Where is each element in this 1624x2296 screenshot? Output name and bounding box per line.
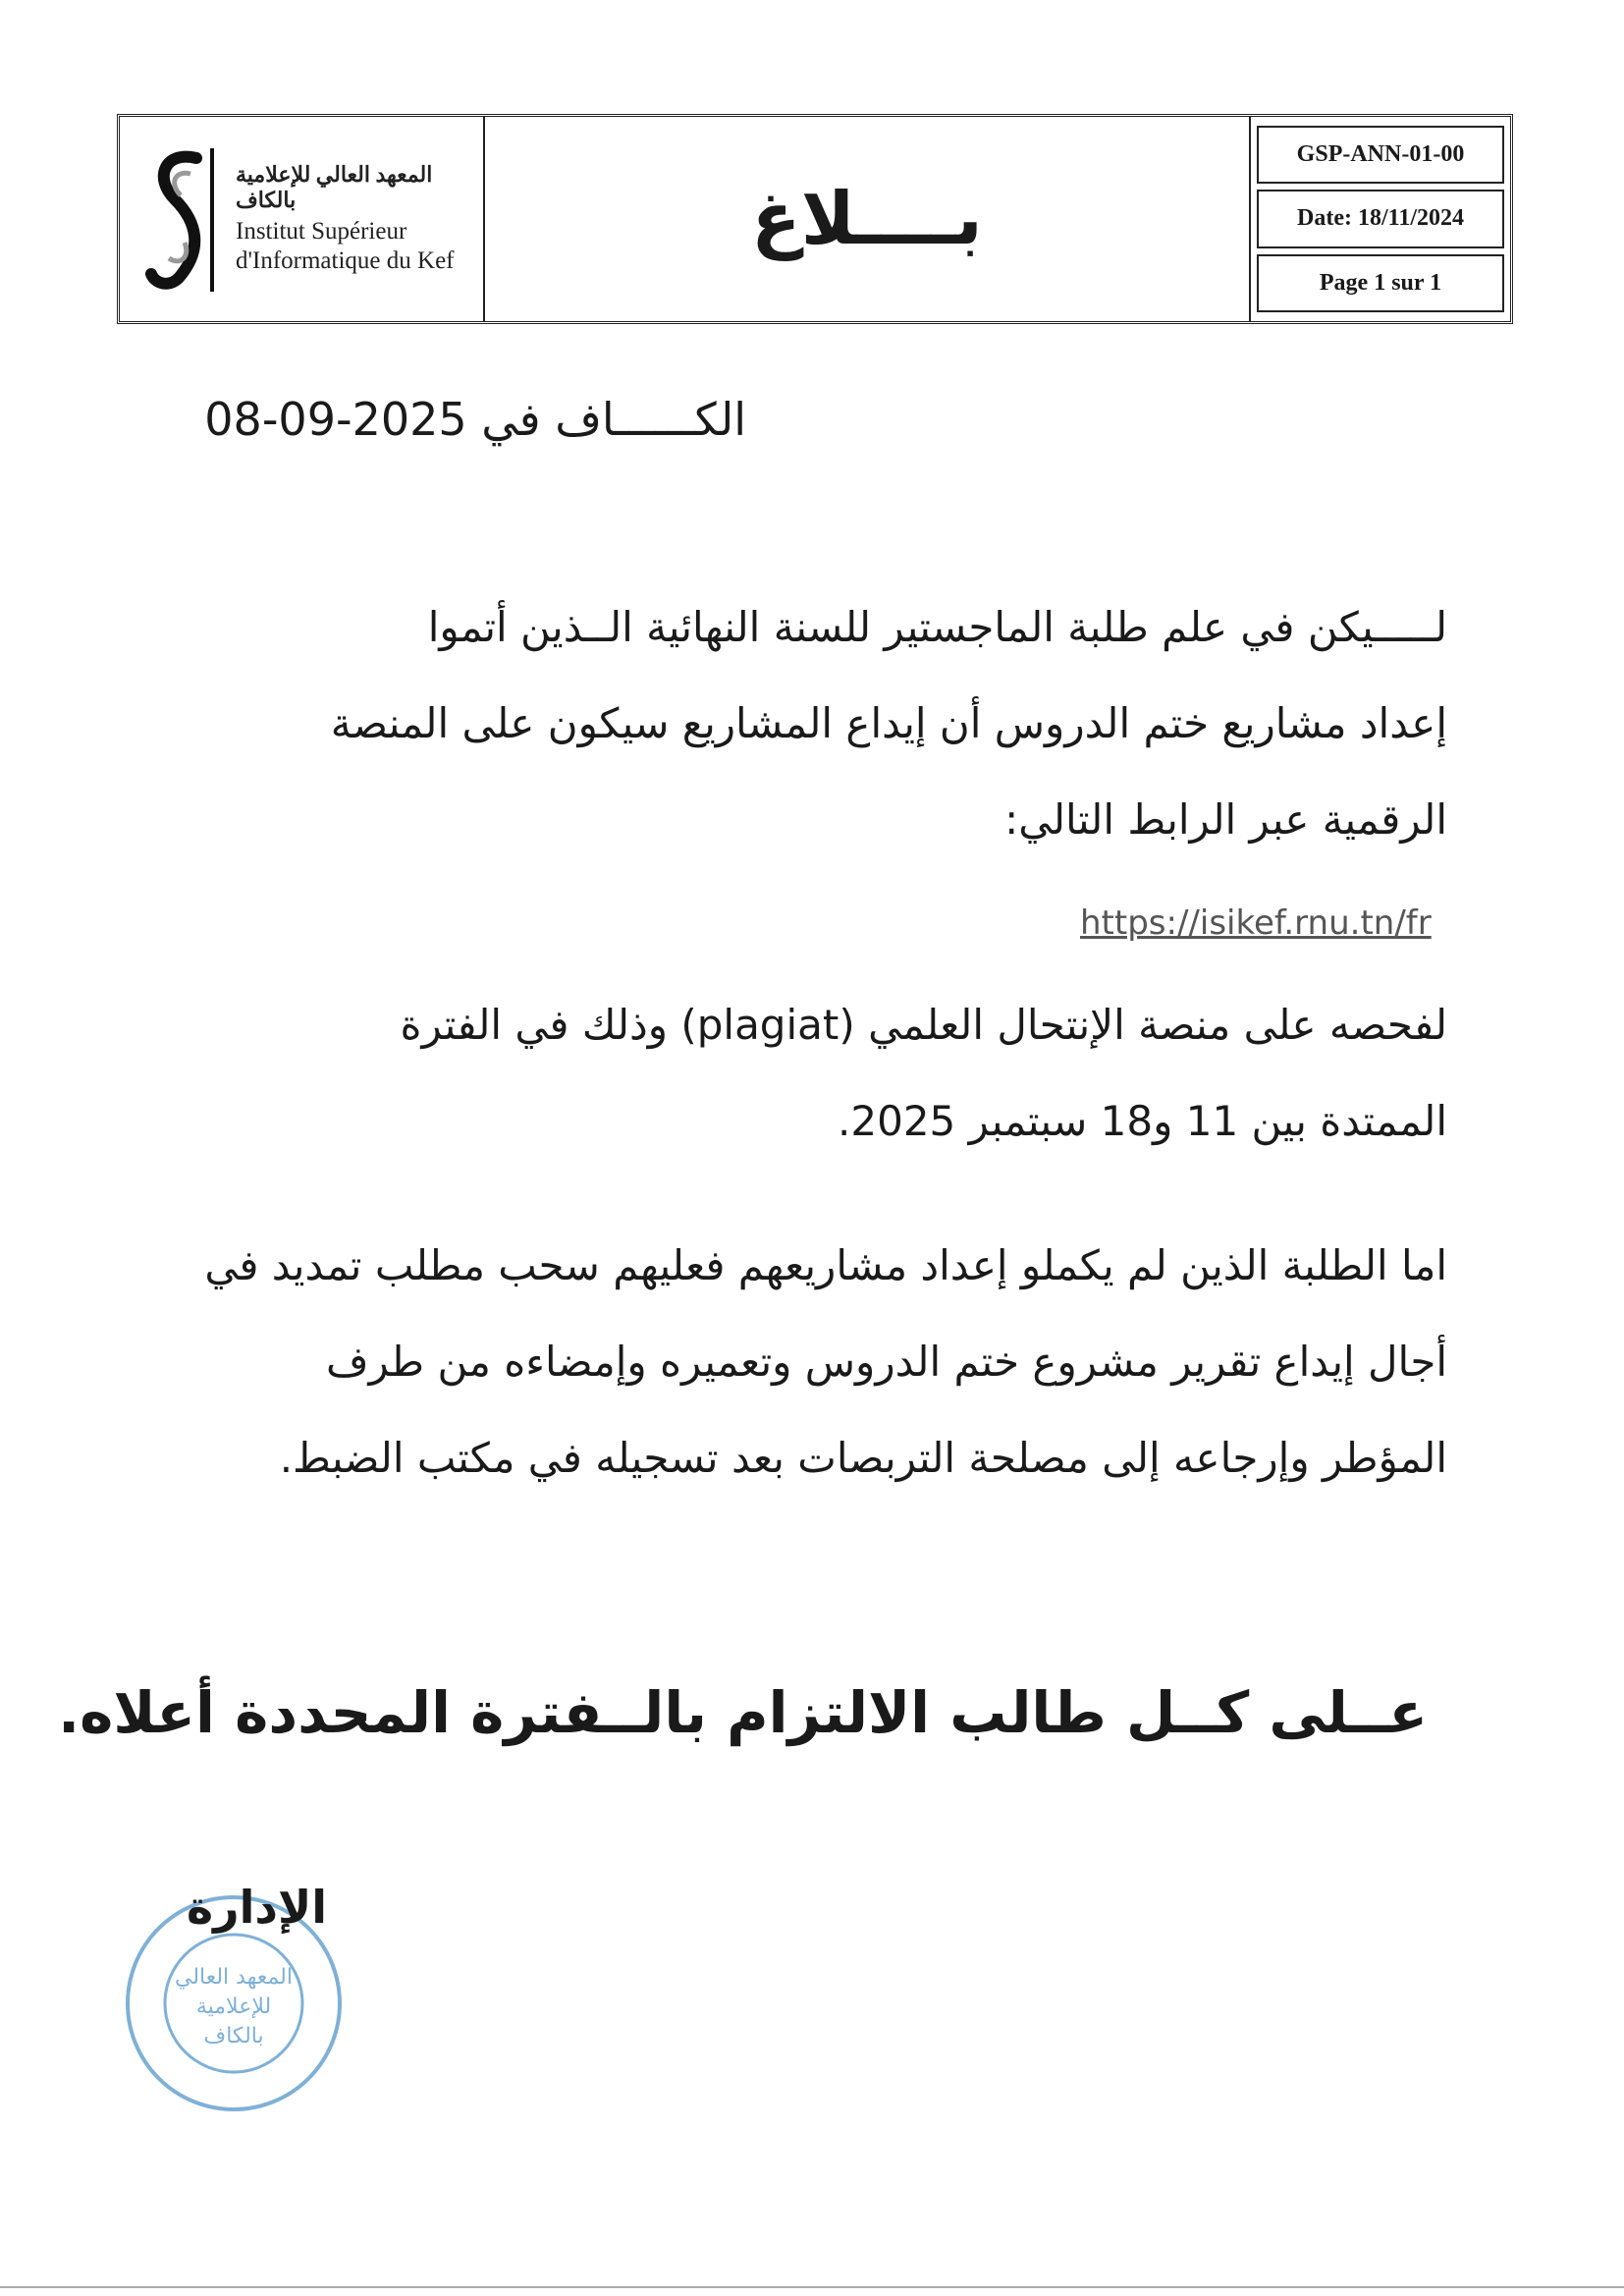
logo-french-name-line2: d'Informatique du Kef — [236, 247, 455, 274]
paragraph-line: المؤطر وإرجاعه إلى مصلحة التربصات بعد تسجيله في مكتب الضبط. — [279, 1434, 1447, 1482]
meta-cell — [1249, 117, 1510, 321]
paragraph-1 — [171, 579, 1447, 868]
page-number: Page 1 sur 1 — [1257, 254, 1504, 312]
submission-link[interactable]: https://isikef.rnu.tn/fr — [1080, 903, 1432, 943]
logo-cell — [120, 117, 485, 321]
logo-text — [236, 162, 483, 276]
paragraph-line: اما الطلبة الذين لم يكملو إعداد مشاريعهم فعليهم سحب مطلب تمديد في — [204, 1241, 1447, 1289]
document-title: بــــلاغ — [751, 177, 983, 261]
paragraph-line: الرقمية عبر الرابط التالي: — [1004, 795, 1447, 844]
logo-arabic-name: المعهد العالي للإعلامية بالكاف — [236, 162, 433, 212]
paragraph-2 — [171, 977, 1447, 1170]
document-code: GSP-ANN-01-00 — [1257, 126, 1504, 184]
stamp-line3: بالكاف — [203, 2024, 264, 2049]
paragraph-3 — [171, 1218, 1447, 1506]
paragraph-line: إعداد مشاريع ختم الدروس أن إيداع المشاريع سيكون على المنصة — [330, 699, 1447, 747]
institute-logo-icon — [135, 140, 224, 298]
stamp-line1: المعهد العالي — [174, 1965, 294, 1990]
document-header — [117, 114, 1513, 324]
paragraph-line: لفحصه على منصة الإنتحال العلمي (plagiat) وذلك في الفترة — [400, 1001, 1447, 1049]
stamp-line2: للإعلامية — [195, 1995, 272, 2019]
signature-administration: الإدارة — [187, 1881, 328, 1934]
place-date-line: الكــــــاف في 2025-09-08 — [204, 393, 746, 446]
bottom-divider — [0, 2286, 1624, 2288]
paragraph-line: لـــــيكن في علم طلبة الماجستير للسنة النهائية الــذين أتموا — [427, 603, 1447, 651]
document-date: Date: 18/11/2024 — [1257, 190, 1504, 247]
title-cell — [485, 117, 1249, 321]
logo-french-name-line1: Institut Supérieur — [236, 218, 407, 245]
closing-statement: عــلى كــل طالب الالتزام بالــفترة المحددة أعلاه. — [58, 1679, 1428, 1746]
paragraph-line: أجال إيداع تقرير مشروع ختم الدروس وتعميره وإمضاءه من طرف — [325, 1338, 1447, 1386]
paragraph-line: الممتدة بين 11 و18 سبتمبر 2025. — [838, 1097, 1447, 1145]
